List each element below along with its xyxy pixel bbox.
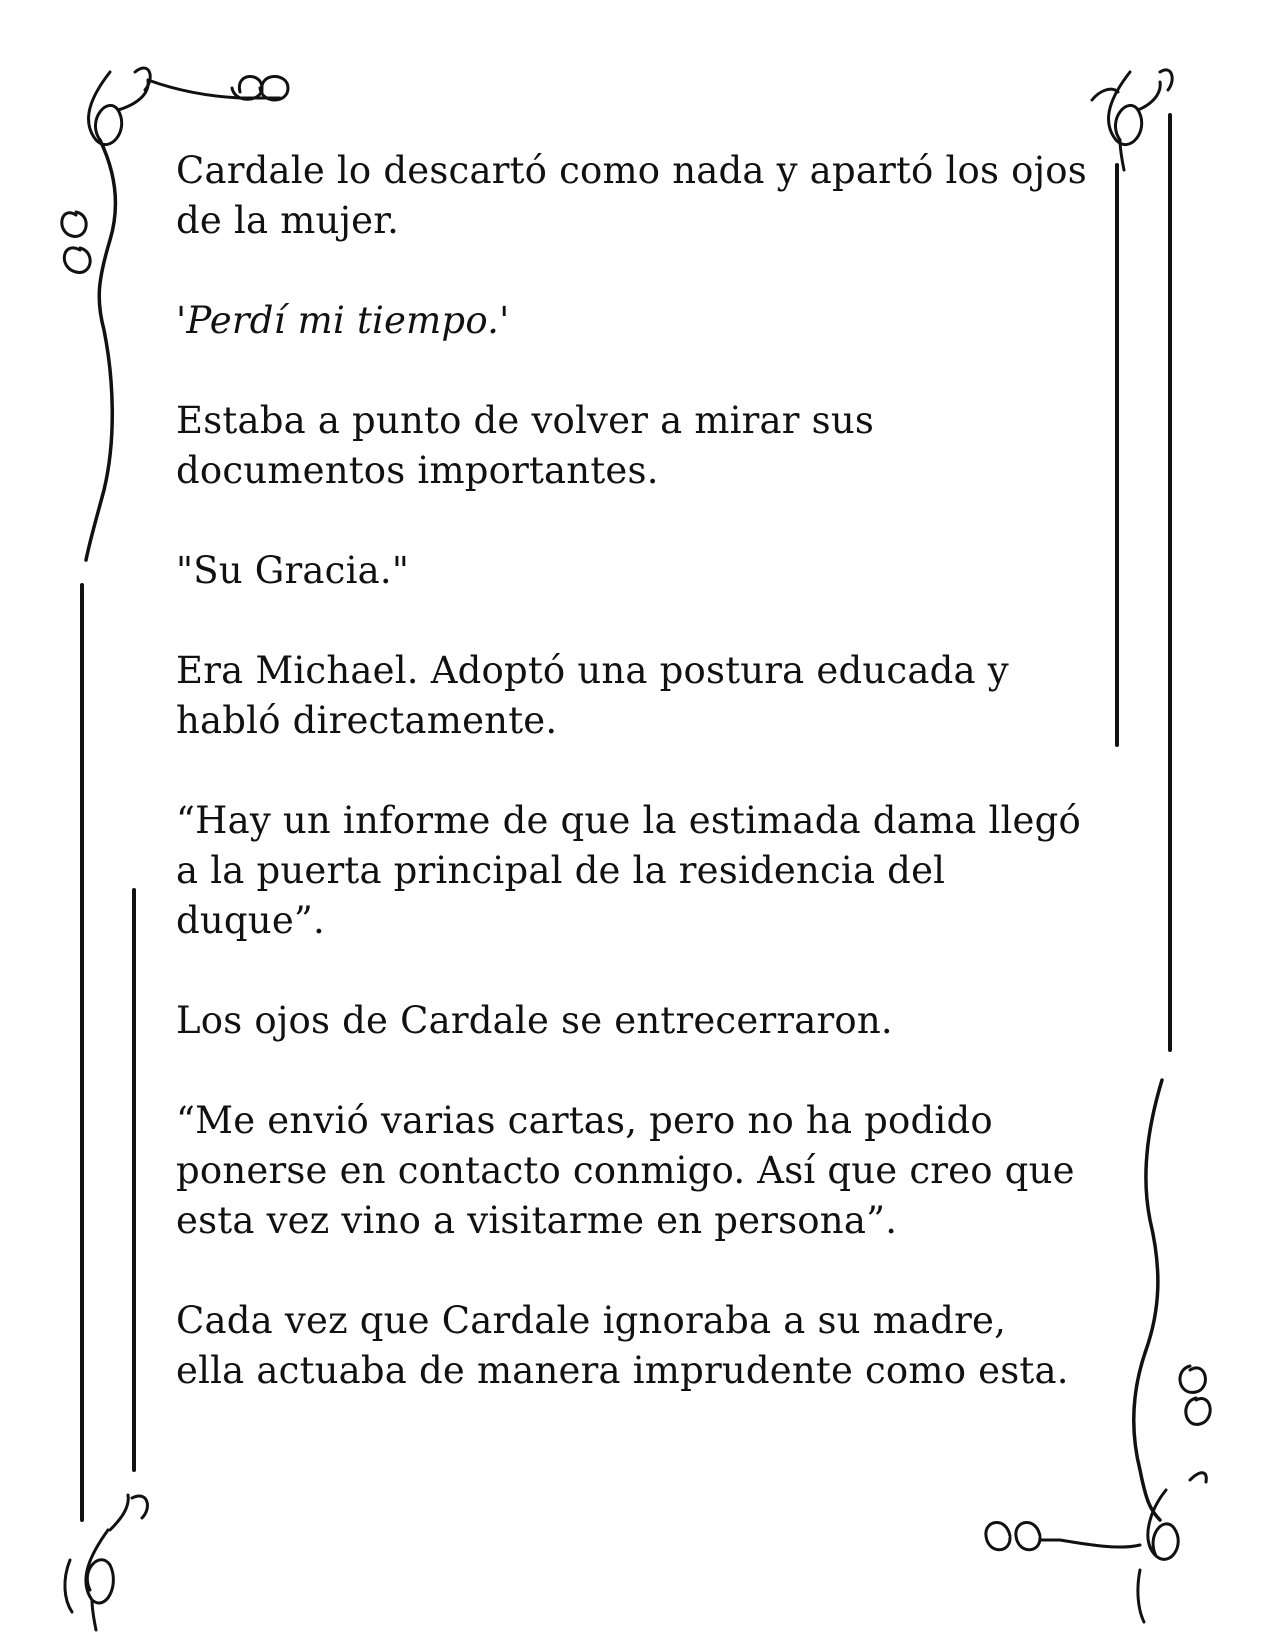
- paragraph-5: Era Michael. Adoptó una postura educada y habló directamente.: [176, 649, 1009, 742]
- story-text: [176, 146, 1106, 1446]
- paragraph-7: Los ojos de Cardale se entrecerraron.: [176, 999, 893, 1042]
- paragraph-8-dialogue: “Me envió varias cartas, pero no ha podido ponerse en contacto conmigo. Así que creo que esta vez vino a visitarme en persona”.: [176, 1099, 1075, 1242]
- paragraph-2-thought: 'Perdí mi tiempo.': [176, 299, 510, 342]
- paragraph-6-dialogue: “Hay un informe de que la estimada dama llegó a la puerta principal de la residencia del duque”.: [176, 799, 1081, 942]
- paragraph-3: Estaba a punto de volver a mirar sus documentos importantes.: [176, 399, 875, 492]
- paragraph-4-dialogue: "Su Gracia.": [176, 549, 410, 592]
- paragraph-9: Cada vez que Cardale ignoraba a su madre, ella actuaba de manera imprudente como esta.: [176, 1299, 1069, 1392]
- paragraph-1: Cardale lo descartó como nada y apartó los ojos de la mujer.: [176, 149, 1087, 242]
- bottom-left-flourish-icon: [65, 1495, 148, 1630]
